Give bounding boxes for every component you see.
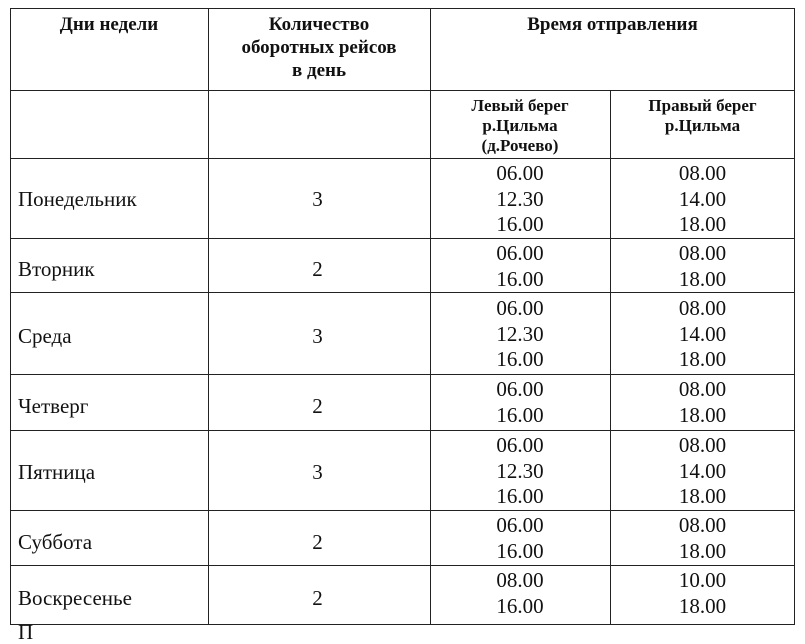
departure-time: 14.00 (678, 458, 727, 483)
departure-time: 08.00 (496, 568, 544, 592)
day-name: Воскресенье (18, 586, 132, 610)
departure-time: 10.00 (678, 568, 727, 592)
departure-time: 18.00 (678, 538, 727, 563)
right-bank-times (610, 513, 795, 564)
departure-time: 06.00 (496, 377, 544, 401)
departure-time: 16.00 (496, 212, 544, 236)
departure-time: 14.00 (678, 321, 727, 346)
subheader-divider (10, 158, 795, 159)
left-bank-times (430, 568, 610, 619)
departure-time: 06.00 (496, 513, 544, 537)
table-border-left (10, 8, 11, 625)
departure-time: 12.30 (496, 321, 544, 346)
header-trips-line: в день (291, 60, 347, 81)
departure-time: 18.00 (678, 212, 727, 236)
header-right-bank (610, 96, 795, 136)
right-bank-times (610, 241, 795, 292)
right-bank-line: Правый берег (648, 96, 757, 115)
departure-time: 18.00 (678, 347, 727, 371)
left-bank-times (430, 296, 610, 373)
departure-time: 18.00 (678, 593, 727, 618)
header-divider (10, 90, 795, 91)
right-bank-line: р.Цильма (664, 116, 741, 135)
trips-count: 2 (312, 257, 323, 281)
departure-time: 06.00 (496, 241, 544, 265)
departure-time: 16.00 (496, 484, 544, 508)
right-bank-times (610, 568, 795, 619)
right-bank-times (610, 433, 795, 510)
left-bank-line: р.Цильма (482, 116, 558, 135)
right-bank-times (610, 377, 795, 428)
row-divider (10, 238, 795, 239)
trips-count: 3 (312, 460, 323, 484)
departure-time: 06.00 (496, 296, 544, 320)
row-divider (10, 430, 795, 431)
row-divider (10, 510, 795, 511)
header-day (10, 13, 208, 36)
departure-time: 08.00 (678, 433, 727, 457)
day-name: Пятница (18, 460, 96, 484)
header-trips-line: Количество (268, 14, 370, 35)
footer-text: П (18, 620, 34, 644)
header-left-bank (430, 96, 610, 156)
column-divider-day (208, 8, 209, 625)
departure-time: 08.00 (678, 296, 727, 320)
trips-count: 2 (312, 586, 323, 610)
departure-time: 16.00 (496, 266, 544, 291)
departure-time: 16.00 (496, 593, 544, 618)
departure-time: 06.00 (496, 161, 544, 185)
left-bank-times (430, 433, 610, 510)
left-bank-times (430, 513, 610, 564)
day-name: Вторник (18, 257, 95, 281)
right-bank-times (610, 161, 795, 238)
departure-time: 16.00 (496, 347, 544, 371)
header-departure-label: Время отправления (527, 14, 698, 35)
day-name: Понедельник (18, 187, 137, 211)
trips-count: 3 (312, 324, 323, 348)
departure-time: 18.00 (678, 266, 727, 291)
trips-count: 2 (312, 394, 323, 418)
table-border-top (10, 8, 795, 9)
left-bank-times (430, 377, 610, 428)
row-divider (10, 292, 795, 293)
table-border-bottom (10, 624, 795, 625)
header-day-label: Дни недели (59, 14, 159, 35)
header-trips-line: оборотных рейсов (241, 37, 397, 58)
departure-time: 06.00 (496, 433, 544, 457)
departure-time: 12.30 (496, 458, 544, 483)
departure-time: 08.00 (678, 513, 727, 537)
departure-time: 18.00 (678, 484, 727, 508)
header-trips (208, 13, 430, 82)
right-bank-times (610, 296, 795, 373)
row-divider (10, 565, 795, 566)
departure-time: 14.00 (678, 186, 727, 211)
departure-time: 08.00 (678, 377, 727, 401)
left-bank-line: (д.Рочево) (481, 136, 559, 155)
departure-time: 16.00 (496, 402, 544, 427)
left-bank-line: Левый берег (471, 96, 569, 115)
departure-time: 16.00 (496, 538, 544, 563)
day-name: Четверг (18, 394, 89, 418)
header-departure (430, 13, 795, 36)
row-divider (10, 374, 795, 375)
left-bank-times (430, 161, 610, 238)
trips-count: 2 (312, 530, 323, 554)
trips-count: 3 (312, 187, 323, 211)
departure-time: 08.00 (678, 241, 727, 265)
departure-time: 18.00 (678, 402, 727, 427)
left-bank-times (430, 241, 610, 292)
day-name: Суббота (18, 530, 93, 554)
departure-time: 12.30 (496, 186, 544, 211)
departure-time: 08.00 (678, 161, 727, 185)
day-name: Среда (18, 324, 72, 348)
